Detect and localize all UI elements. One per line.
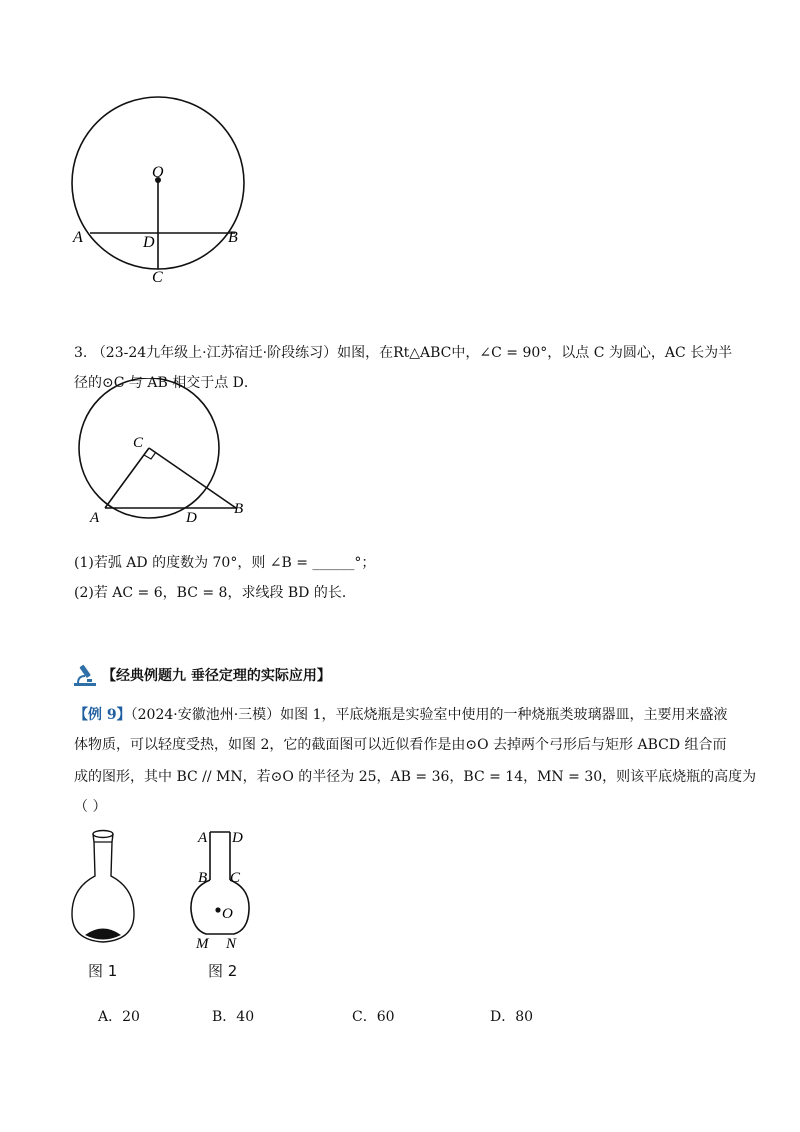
ex9-line4: （ ） bbox=[74, 799, 107, 815]
q3-source: （23-24九年级上·江苏宿迁·阶段练习） bbox=[91, 345, 338, 361]
q3-number: 3. bbox=[74, 345, 88, 361]
fig2-label-N: N bbox=[226, 936, 237, 952]
microscope-icon bbox=[72, 662, 98, 688]
tri-label-D: D bbox=[186, 510, 197, 526]
fig2-label-D: D bbox=[232, 830, 243, 846]
fig1-caption: 图 1 bbox=[88, 962, 118, 980]
section-header bbox=[72, 662, 331, 688]
section-title: 【经典例题九 垂径定理的实际应用】 bbox=[102, 668, 331, 684]
fig2-label-A: A bbox=[198, 830, 208, 846]
ex9-tag: 【例 9】 bbox=[74, 707, 131, 723]
option-b[interactable]: B．40 bbox=[212, 1009, 255, 1025]
option-c[interactable]: C．60 bbox=[352, 1009, 395, 1025]
ex9-line2: 体物质，可以轻度受热，如图 2，它的截面图可以近似看作是由⊙O 去掉两个弓形后与矩形 ABCD 组合而 bbox=[74, 737, 727, 753]
ex9-text-1: （2024·安徽池州·三模）如图 1，平底烧瓶是实验室中使用的一种烧瓶类玻璃器皿，主要用来盛液 bbox=[130, 707, 728, 723]
ex9-line3: 成的图形，其中 BC // MN，若⊙O 的半径为 25，AB = 36，BC = 14，MN = 30，则该平底烧瓶的高度为 bbox=[74, 769, 757, 785]
q3-sub1: (1)若弧 AD 的度数为 70°，则 ∠B = ______°； bbox=[74, 555, 376, 571]
tri-label-A: A bbox=[90, 510, 100, 526]
tri-label-C: C bbox=[133, 435, 144, 451]
label-B: B bbox=[228, 229, 238, 246]
fig2-caption: 图 2 bbox=[208, 962, 238, 980]
q3-line1 bbox=[74, 342, 732, 364]
tri-label-B: B bbox=[234, 501, 244, 517]
fig2-label-C: C bbox=[230, 870, 241, 886]
fig2-label-B: B bbox=[198, 870, 208, 886]
figure-flask-photo bbox=[66, 826, 146, 966]
option-a[interactable]: A．20 bbox=[98, 1009, 140, 1025]
figure-flask-section bbox=[188, 826, 268, 956]
fig2-label-M: M bbox=[196, 936, 209, 952]
q3-sub2: (2)若 AC = 6，BC = 8，求线段 BD 的长． bbox=[74, 585, 356, 601]
figure-circle-chord bbox=[60, 90, 260, 290]
q3-text-1: 如图，在Rt△ABC中，∠C = 90°，以点 C 为圆心，AC 长为半 bbox=[337, 345, 733, 361]
ex9-line1 bbox=[74, 704, 728, 726]
figure-circle-triangle bbox=[60, 378, 260, 538]
option-d[interactable]: D．80 bbox=[490, 1009, 534, 1025]
q3-text-2: 径的⊙C 与 AB 相交于点 D． bbox=[74, 375, 258, 391]
label-A: A bbox=[73, 229, 83, 246]
fig2-label-O: O bbox=[222, 906, 233, 922]
label-O: O bbox=[152, 164, 164, 181]
label-C: C bbox=[152, 269, 163, 286]
label-D: D bbox=[143, 234, 155, 251]
